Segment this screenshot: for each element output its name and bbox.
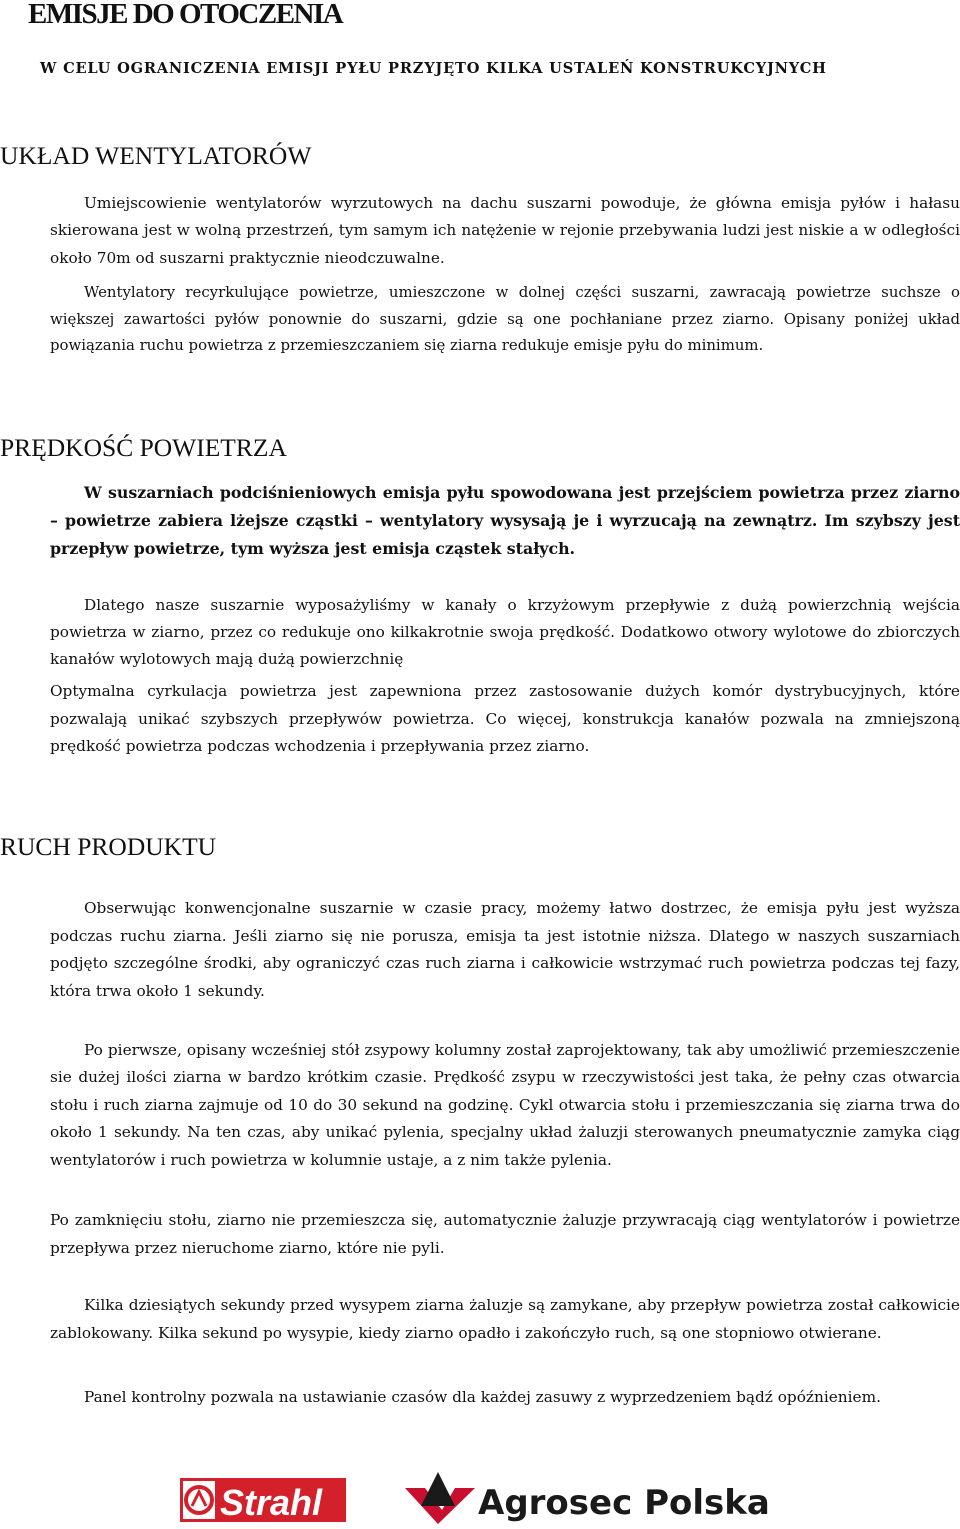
- paragraph: Dlatego nasze suszarnie wyposażyliśmy w kanały o krzyżowym przepływie z dużą powierzchnią wejścia powietrza w ziarno, przez co redukuje ono kilkakrotnie swoja prędkość. Dodatkowo otwory wylotowe do zbiorczych kanałów wylotowych mają dużą powierzchnię: [50, 596, 960, 668]
- paragraph: Kilka dziesiątych sekundy przed wysypem ziarna żaluzje są zamykane, aby przepływ powietrza został całkowicie zablokowany. Kilka sekund po wysypie, kiedy ziarno opadło i zakończyło ruch, są one stopniowo otwierane.: [50, 1296, 960, 1342]
- logos-graphic: [180, 1470, 780, 1524]
- svg-text:Strahl: Strahl: [220, 1482, 323, 1523]
- bold-paragraph: W suszarniach podciśnieniowych emisja pyłu spowodowana jest przejściem powietrza przez ziarno – powietrze zabiera lżejsze cząstki – wentylatory wysysają je i wyrzucają na zewnątrz. Im szybszy jest przepływ powietrze, tym wyższa jest emisja cząstek stałych.: [50, 483, 960, 558]
- strahl-logo: [180, 1478, 346, 1523]
- paragraph: Po zamknięciu stołu, ziarno nie przemieszcza się, automatycznie żaluzje przywracają ciąg wentylatorów i powietrze przepływa przez nieruchome ziarno, które nie pyli.: [50, 1211, 960, 1257]
- paragraph: Wentylatory recyrkulujące powietrze, umieszczone w dolnej części suszarni, zawracają powietrze suchsze o większej zawartości pyłów ponownie do suszarni, gdzie są one pochłaniane przez ziarno. Opisany poniżej układ powiązania ruchu powietrza z przemieszczaniem się ziarna redukuje emisje pyłu do minimum.: [50, 283, 960, 354]
- paragraph: Optymalna cyrkulacja powietrza jest zapewniona przez zastosowanie dużych komór dystrybucyjnych, które pozwalają unikać szybszych przepływów powietrza. Co więcej, konstrukcja kanałów pozwala na zmniejszoną prędkość powietrza podczas wchodzenia i przepływania przez ziarno.: [50, 682, 960, 755]
- section-heading-fans: UKŁAD WENTYLATORÓW: [0, 141, 312, 170]
- paragraph: Panel kontrolny pozwala na ustawianie czasów dla każdej zasuwy z wyprzedzeniem bądź opóźnieniem.: [84, 1388, 881, 1406]
- paragraph: Obserwując konwencjonalne suszarnie w czasie pracy, możemy łatwo dostrzec, że emisja pyłu jest wyższa podczas ruchu ziarna. Jeśli ziarno się nie porusza, emisja ta jest istotnie niższa. Dlatego w naszych suszarniach podjęto szczególne środki, aby ograniczyć czas ruch ziarna i całkowicie wstrzymać ruch powietrza podczas tej fazy, która trwa około 1 sekundy.: [50, 899, 960, 1001]
- footer-logos: [180, 1470, 780, 1524]
- paragraph: Umiejscowienie wentylatorów wyrzutowych na dachu suszarni powoduje, że główna emisja pyłów i hałasu skierowana jest w wolną przestrzeń, tym samym ich natężenie w rejonie przebywania ludzi jest niskie a w odległości około 70m od suszarni praktycznie nieodczuwalne.: [50, 194, 960, 267]
- svg-text:Agrosec Polska: Agrosec Polska: [478, 1483, 770, 1523]
- page-title: EMISJE DO OTOCZENIA: [28, 0, 343, 30]
- agrosec-logo: [405, 1472, 770, 1524]
- page-subtitle: W CELU OGRANICZENIA EMISJI PYŁU PRZYJĘTO KILKA USTALEŃ KONSTRUKCYJNYCH: [40, 60, 827, 77]
- section-heading-air-speed: PRĘDKOŚĆ POWIETRZA: [0, 433, 287, 462]
- paragraph: Po pierwsze, opisany wcześniej stół zsypowy kolumny został zaprojektowany, tak aby umożliwić przemieszczenie sie dużej ilości ziarna w bardzo krótkim czasie. Prędkość zsypu w rzeczywistości jest taka, że pełny czas otwarcia stołu i ruch ziarna zajmuje od 10 do 30 sekund na godzinę. Cykl otwarcia stołu i przemieszczania się ziarna trwa do około 1 sekundy. Na ten czas, aby unikać pylenia, specjalny układ żaluzji sterowanych pneumatycznie zamyka ciąg wentylatorów i ruch powietrza w kolumnie ustaje, a z nim także pylenia.: [50, 1041, 960, 1169]
- section-heading-product-movement: RUCH PRODUKTU: [0, 832, 217, 861]
